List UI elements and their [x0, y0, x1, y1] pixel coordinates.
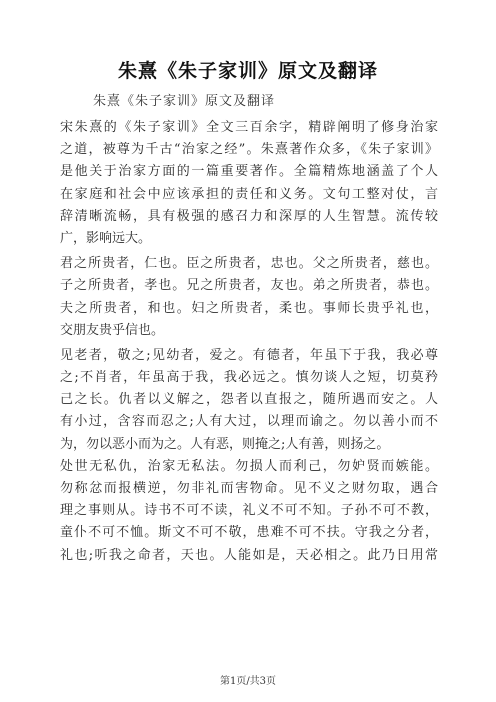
text-line: 己之长。仇者以义解之，怨者以直报之，随所遇而安之。人: [60, 392, 438, 408]
text-line: 之;不肖者，年虽高于我，我必远之。慎勿谈人之短，切莫矜: [60, 370, 438, 386]
text-line: 有小过，含容而忍之;人有大过，以理而谕之。勿以善小而不: [60, 414, 438, 430]
text-line: 君之所贵者，仁也。臣之所贵者，忠也。父之所贵者，慈也。: [60, 256, 438, 272]
text-line: 勿称忿而报横逆，勿非礼而害物命。见不义之财勿取，遇合: [60, 481, 438, 496]
text-line: 见老者，敬之;见幼者，爱之。有德者，年虽下于我，我必尊: [60, 347, 438, 363]
text-line: 礼也;听我之命者，天也。人能如是，天必相之。此乃日用常: [60, 547, 438, 563]
text-line: 交朋友贵乎信也。: [60, 322, 165, 338]
document-body: [60, 117, 438, 567]
text-line: 子之所贵者，孝也。兄之所贵者，友也。弟之所贵者，恭也。: [60, 278, 438, 294]
text-line: 理之事则从。诗书不可不读，礼义不可不知。子孙不可不教，: [60, 503, 438, 519]
text-line: 为，勿以恶小而为之。人有恶，则掩之;人有善，则扬之。: [60, 436, 390, 452]
text-line: 辞清晰流畅，具有极强的感召力和深厚的人生智慧。流传较: [60, 208, 438, 224]
text-line: 夫之所贵者，和也。妇之所贵者，柔也。事师长贵乎礼也，: [60, 300, 438, 316]
text-line: 广，影响远大。: [60, 230, 152, 246]
text-line: 童仆不可不恤。斯文不可不敬，患难不可不扶。守我之分者，: [60, 525, 438, 541]
document-title: 朱熹《朱子家训》原文及翻译: [117, 60, 378, 82]
document-subtitle: 朱熹《朱子家训》原文及翻译: [93, 94, 276, 109]
text-line: 在家庭和社会中应该承担的责任和义务。文句工整对仗，言: [60, 186, 438, 202]
page-footer: 第1页/共3页: [219, 676, 277, 687]
text-line: 之道，被尊为千古“治家之经”。朱熹著作众多，《朱子家训》: [60, 142, 438, 158]
text-line: 处世无私仇，治家无私法。勿损人而利己，勿妒贤而嫉能。: [60, 458, 438, 474]
text-line: 是他关于治家方面的一篇重要著作。全篇精炼地涵盖了个人: [60, 164, 438, 180]
text-line: 宋朱熹的《朱子家训》全文三百余字，精辟阐明了修身治家: [60, 120, 438, 135]
